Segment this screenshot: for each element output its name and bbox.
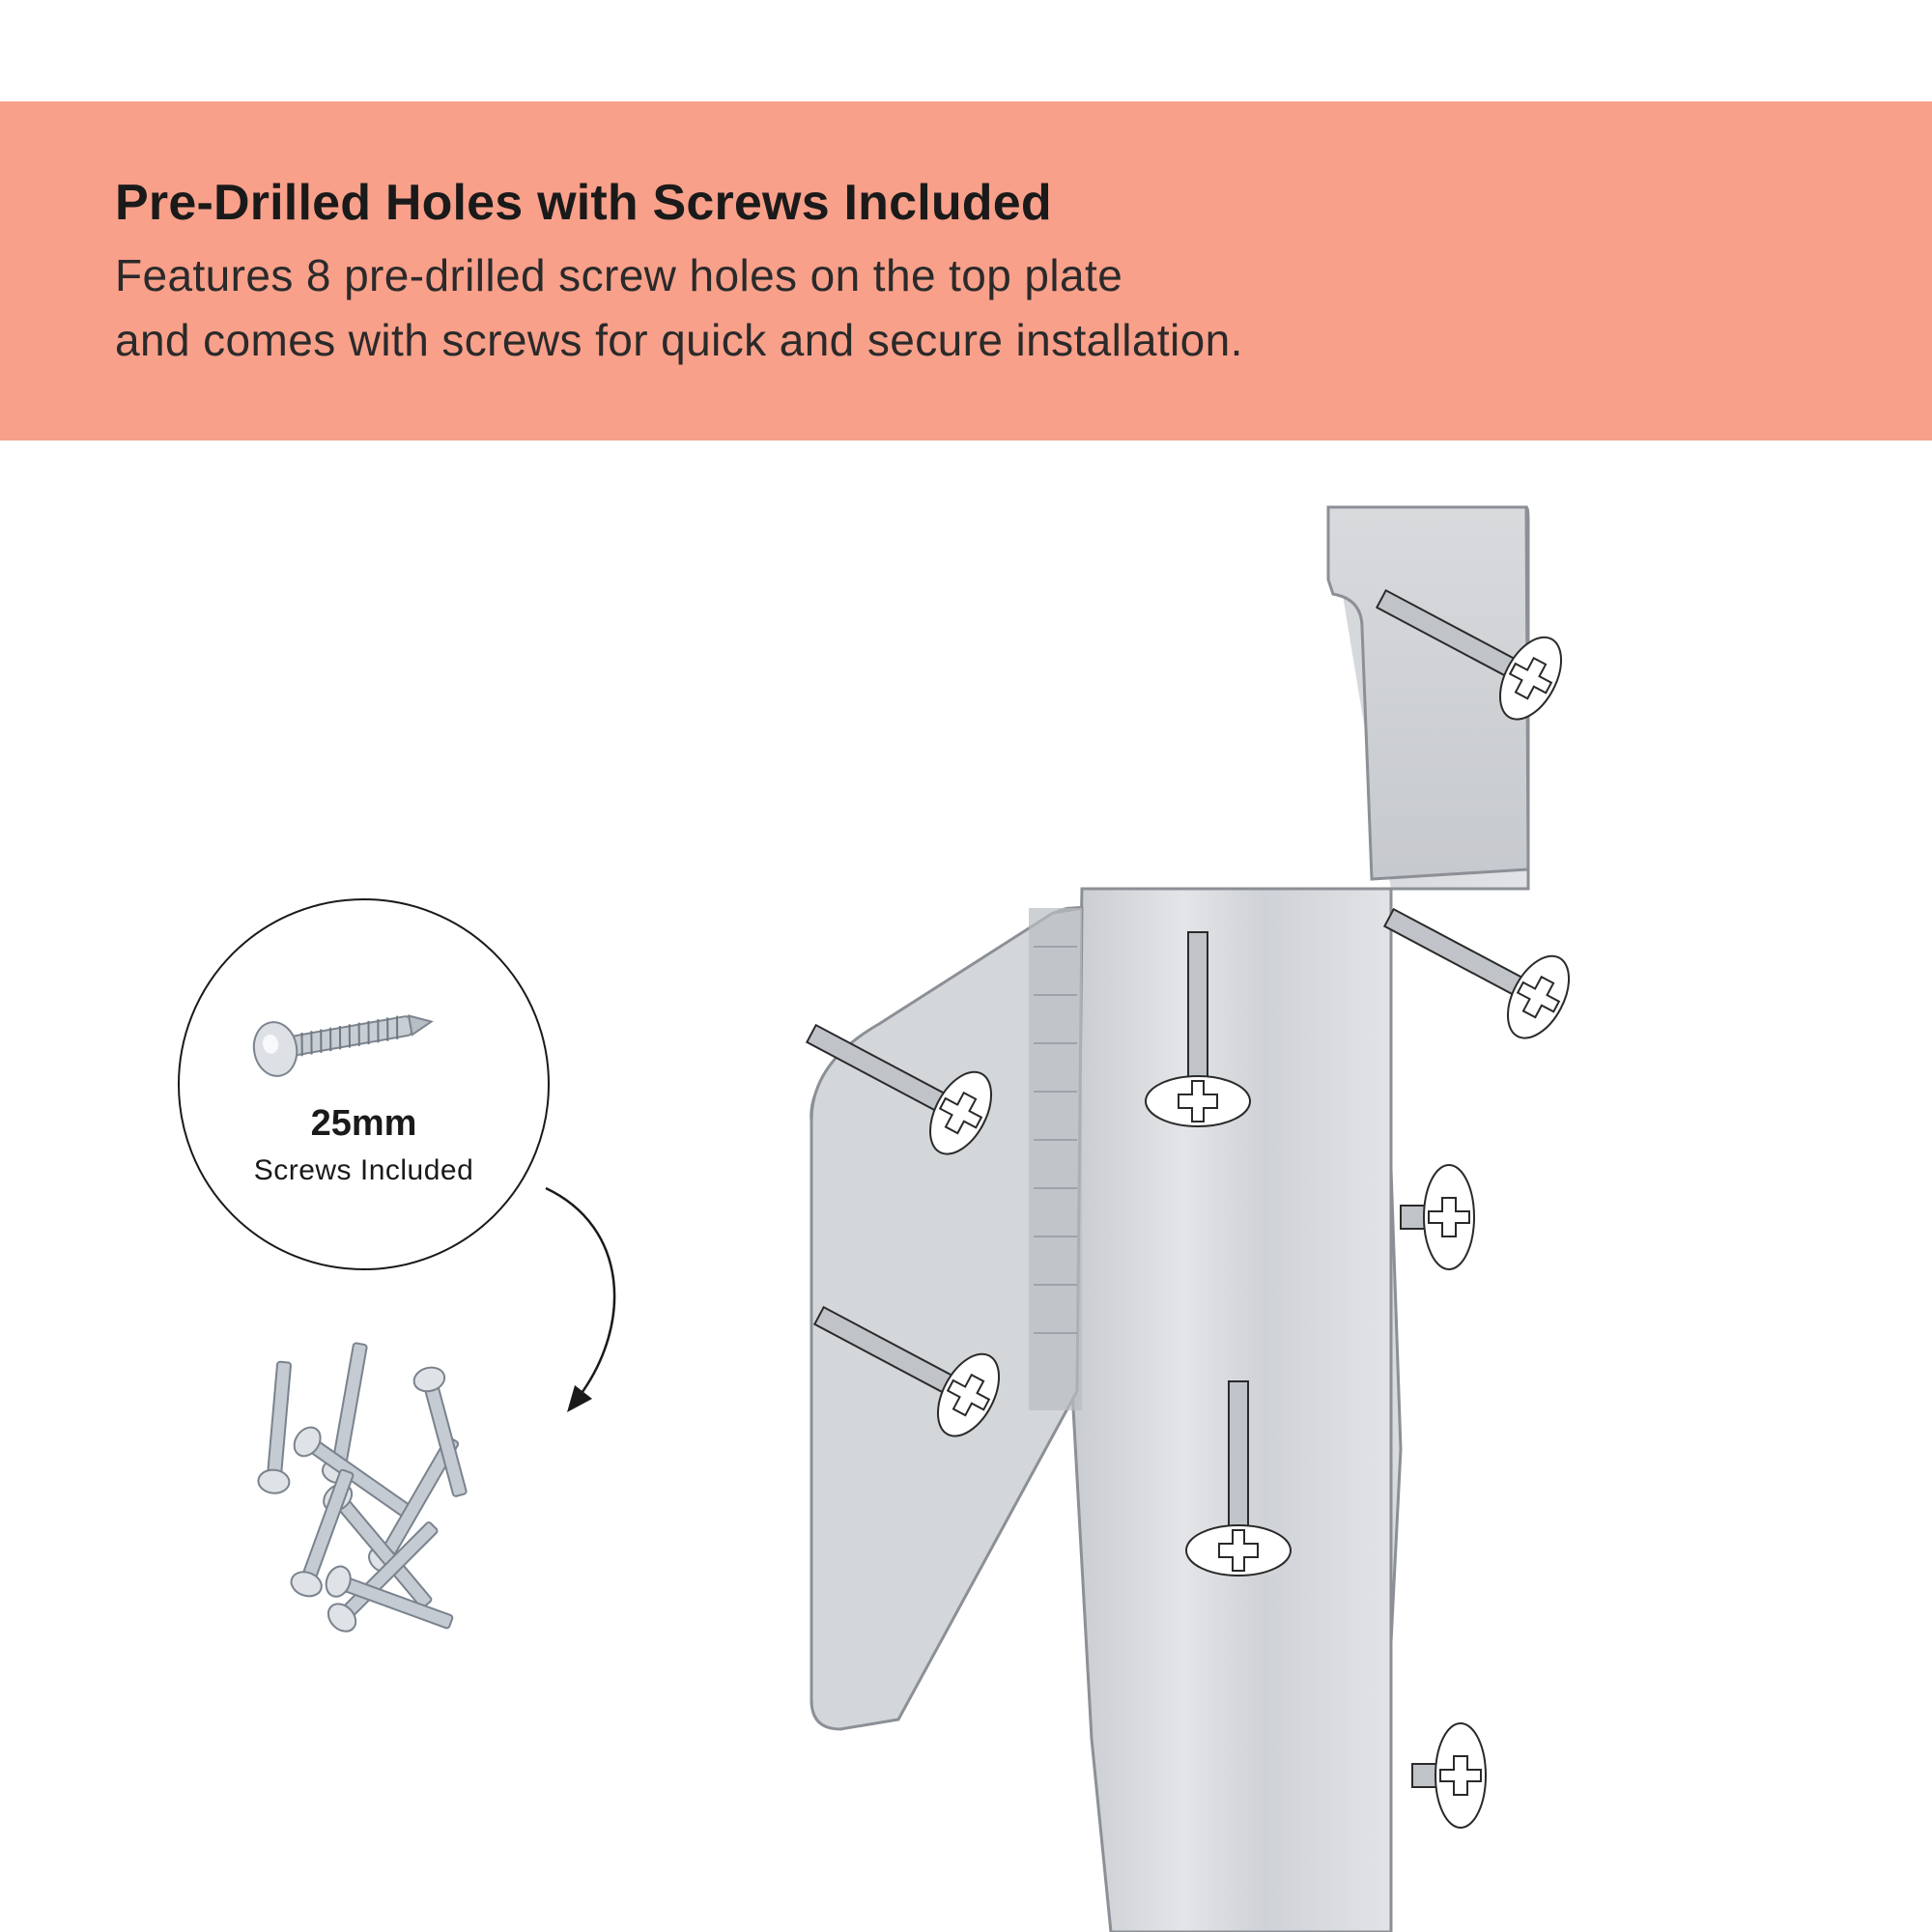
banner-title: Pre-Drilled Holes with Screws Included [115, 175, 1052, 231]
banner-description-line-2: and comes with screws for quick and secure installation. [115, 315, 1243, 365]
screw-size-label: 25mm [310, 1103, 417, 1144]
screw-pile-icon [242, 1323, 551, 1652]
screws-included-caption: Screws Included [253, 1154, 474, 1186]
metal-bracket-illustration [792, 483, 1584, 1932]
screw-size-callout [178, 898, 550, 1270]
screw-icon [180, 900, 552, 1272]
curved-arrow-icon [536, 1179, 652, 1430]
banner-description-line-1: Features 8 pre-drilled screw holes on the top plate [115, 250, 1123, 300]
